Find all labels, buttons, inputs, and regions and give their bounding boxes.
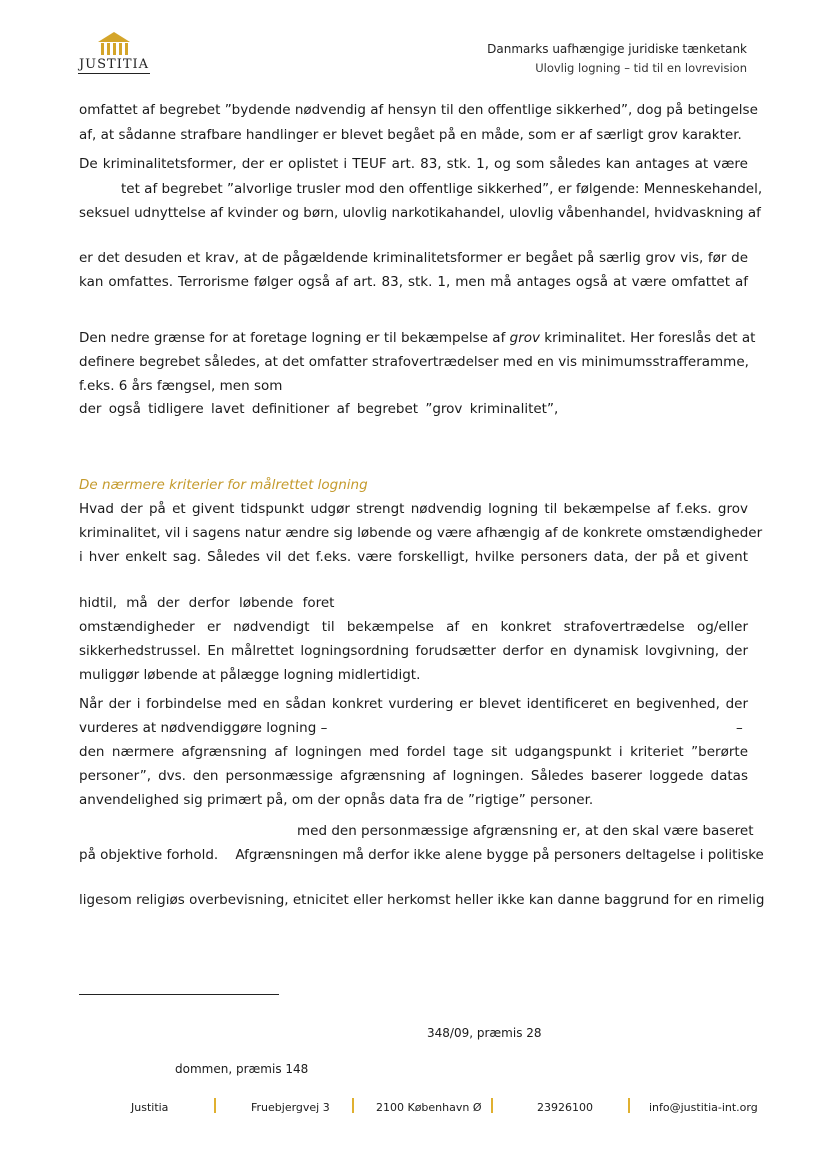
footer-separator [214, 1098, 216, 1113]
body-line: personer”, dvs. den personmæssige afgrænsning af logningen. Således baserer loggede datas [79, 768, 748, 784]
temple-icon [96, 30, 132, 58]
justitia-logo [78, 30, 150, 78]
body-line: kriminalitet, vil i sagens natur ændre sig løbende og være afhængig af de konkrete omstændigheder [79, 525, 763, 541]
footer-org: Justitia [131, 1101, 169, 1114]
body-line: muliggør løbende at pålægge logning midlertidigt. [79, 667, 421, 683]
body-line: omstændigheder er nødvendigt til bekæmpelse af en konkret strafovertrædelse og/eller [79, 619, 748, 635]
footnote: 348/09, præmis 28 [427, 1026, 542, 1040]
body-line [79, 329, 756, 347]
body-line: sikkerhedstrussel. En målrettet logningsordning forudsætter derfor en dynamisk lovgivning, der [79, 643, 748, 659]
body-line: Når der i forbindelse med en sådan konkret vurdering er blevet identificeret en begivenhed, der [79, 696, 748, 712]
body-line: ligesom religiøs overbevisning, etnicitet eller herkomst heller ikke kan danne baggrund for en rimelig [79, 892, 765, 908]
body-line: omfattet af begrebet ”bydende nødvendig af hensyn til den offentlige sikkerhed”, dog på betingelse [79, 102, 758, 118]
body-text: vurderes at nødvendiggøre logning – [79, 720, 328, 736]
footer-separator [491, 1098, 493, 1113]
emphasis-text: grov [509, 330, 540, 346]
body-line: Hvad der på et givent tidspunkt udgør strengt nødvendig logning til bekæmpelse af f.eks. grov [79, 501, 748, 517]
body-line: af, at sådanne strafbare handlinger er blevet begået på en måde, som er af særligt grov karakter. [79, 127, 742, 143]
body-line: er det desuden et krav, at de pågældende kriminalitetsformer er begået på særlig grov vis, før de [79, 250, 748, 266]
footer-separator [352, 1098, 354, 1113]
footnote: dommen, præmis 148 [175, 1062, 309, 1076]
body-line: seksuel udnyttelse af kvinder og børn, ulovlig narkotikahandel, ulovlig våbenhandel, hvidvaskning af [79, 205, 761, 221]
footer-separator [628, 1098, 630, 1113]
body-line: med den personmæssige afgrænsning er, at den skal være baseret [297, 823, 754, 839]
body-line: f.eks. 6 års fængsel, men som [79, 378, 283, 394]
body-line: på objektive forhold. Afgrænsningen må derfor ikke alene bygge på personers deltagelse i politiske [79, 847, 764, 863]
body-line: De kriminalitetsformer, der er oplistet i TEUF art. 83, stk. 1, og som således kan antages at være [79, 156, 748, 172]
logo-wordmark: JUSTITIA [78, 57, 150, 72]
footer-phone: 23926100 [537, 1101, 593, 1114]
body-line: den nærmere afgrænsning af logningen med fordel tage sit udgangspunkt i kriteriet ”berørte [79, 744, 748, 760]
section-heading: De nærmere kriterier for målrettet logning [79, 477, 368, 493]
footer-email: info@justitia-int.org [649, 1101, 758, 1114]
body-line: tet af begrebet ”alvorlige trusler mod den offentlige sikkerhed”, er følgende: Menneskehandel, [121, 181, 763, 197]
body-line: kan omfattes. Terrorisme følger også af art. 83, stk. 1, men må antages også at være omfattet af [79, 274, 748, 290]
document-title: Ulovlig logning – tid til en lovrevision [535, 61, 747, 75]
body-line: i hver enkelt sag. Således vil det f.eks. være forskelligt, hvilke personers data, der på et givent [79, 549, 748, 565]
body-line: anvendelighed sig primært på, om der opnås data fra de ”rigtige” personer. [79, 792, 594, 808]
org-name: Danmarks uafhængige juridiske tænketank [487, 42, 747, 56]
body-line: der også tidligere lavet definitioner af begrebet ”grov kriminalitet”, [79, 401, 559, 417]
footer-street: Fruebjergvej 3 [251, 1101, 330, 1114]
body-line: hidtil, må der derfor løbende foret [79, 595, 335, 611]
body-text: Den nedre grænse for at foretage logning er til bekæmpelse af [79, 330, 510, 346]
dash-text: – [736, 720, 743, 736]
body-line [79, 719, 748, 737]
footnote-divider [79, 994, 279, 995]
footer-city: 2100 København Ø [376, 1101, 482, 1114]
body-text: kriminalitet. Her foreslås det at [540, 330, 756, 346]
body-line: definere begrebet således, at det omfatter strafovertrædelser med en vis minimumsstrafferamme, [79, 354, 749, 370]
